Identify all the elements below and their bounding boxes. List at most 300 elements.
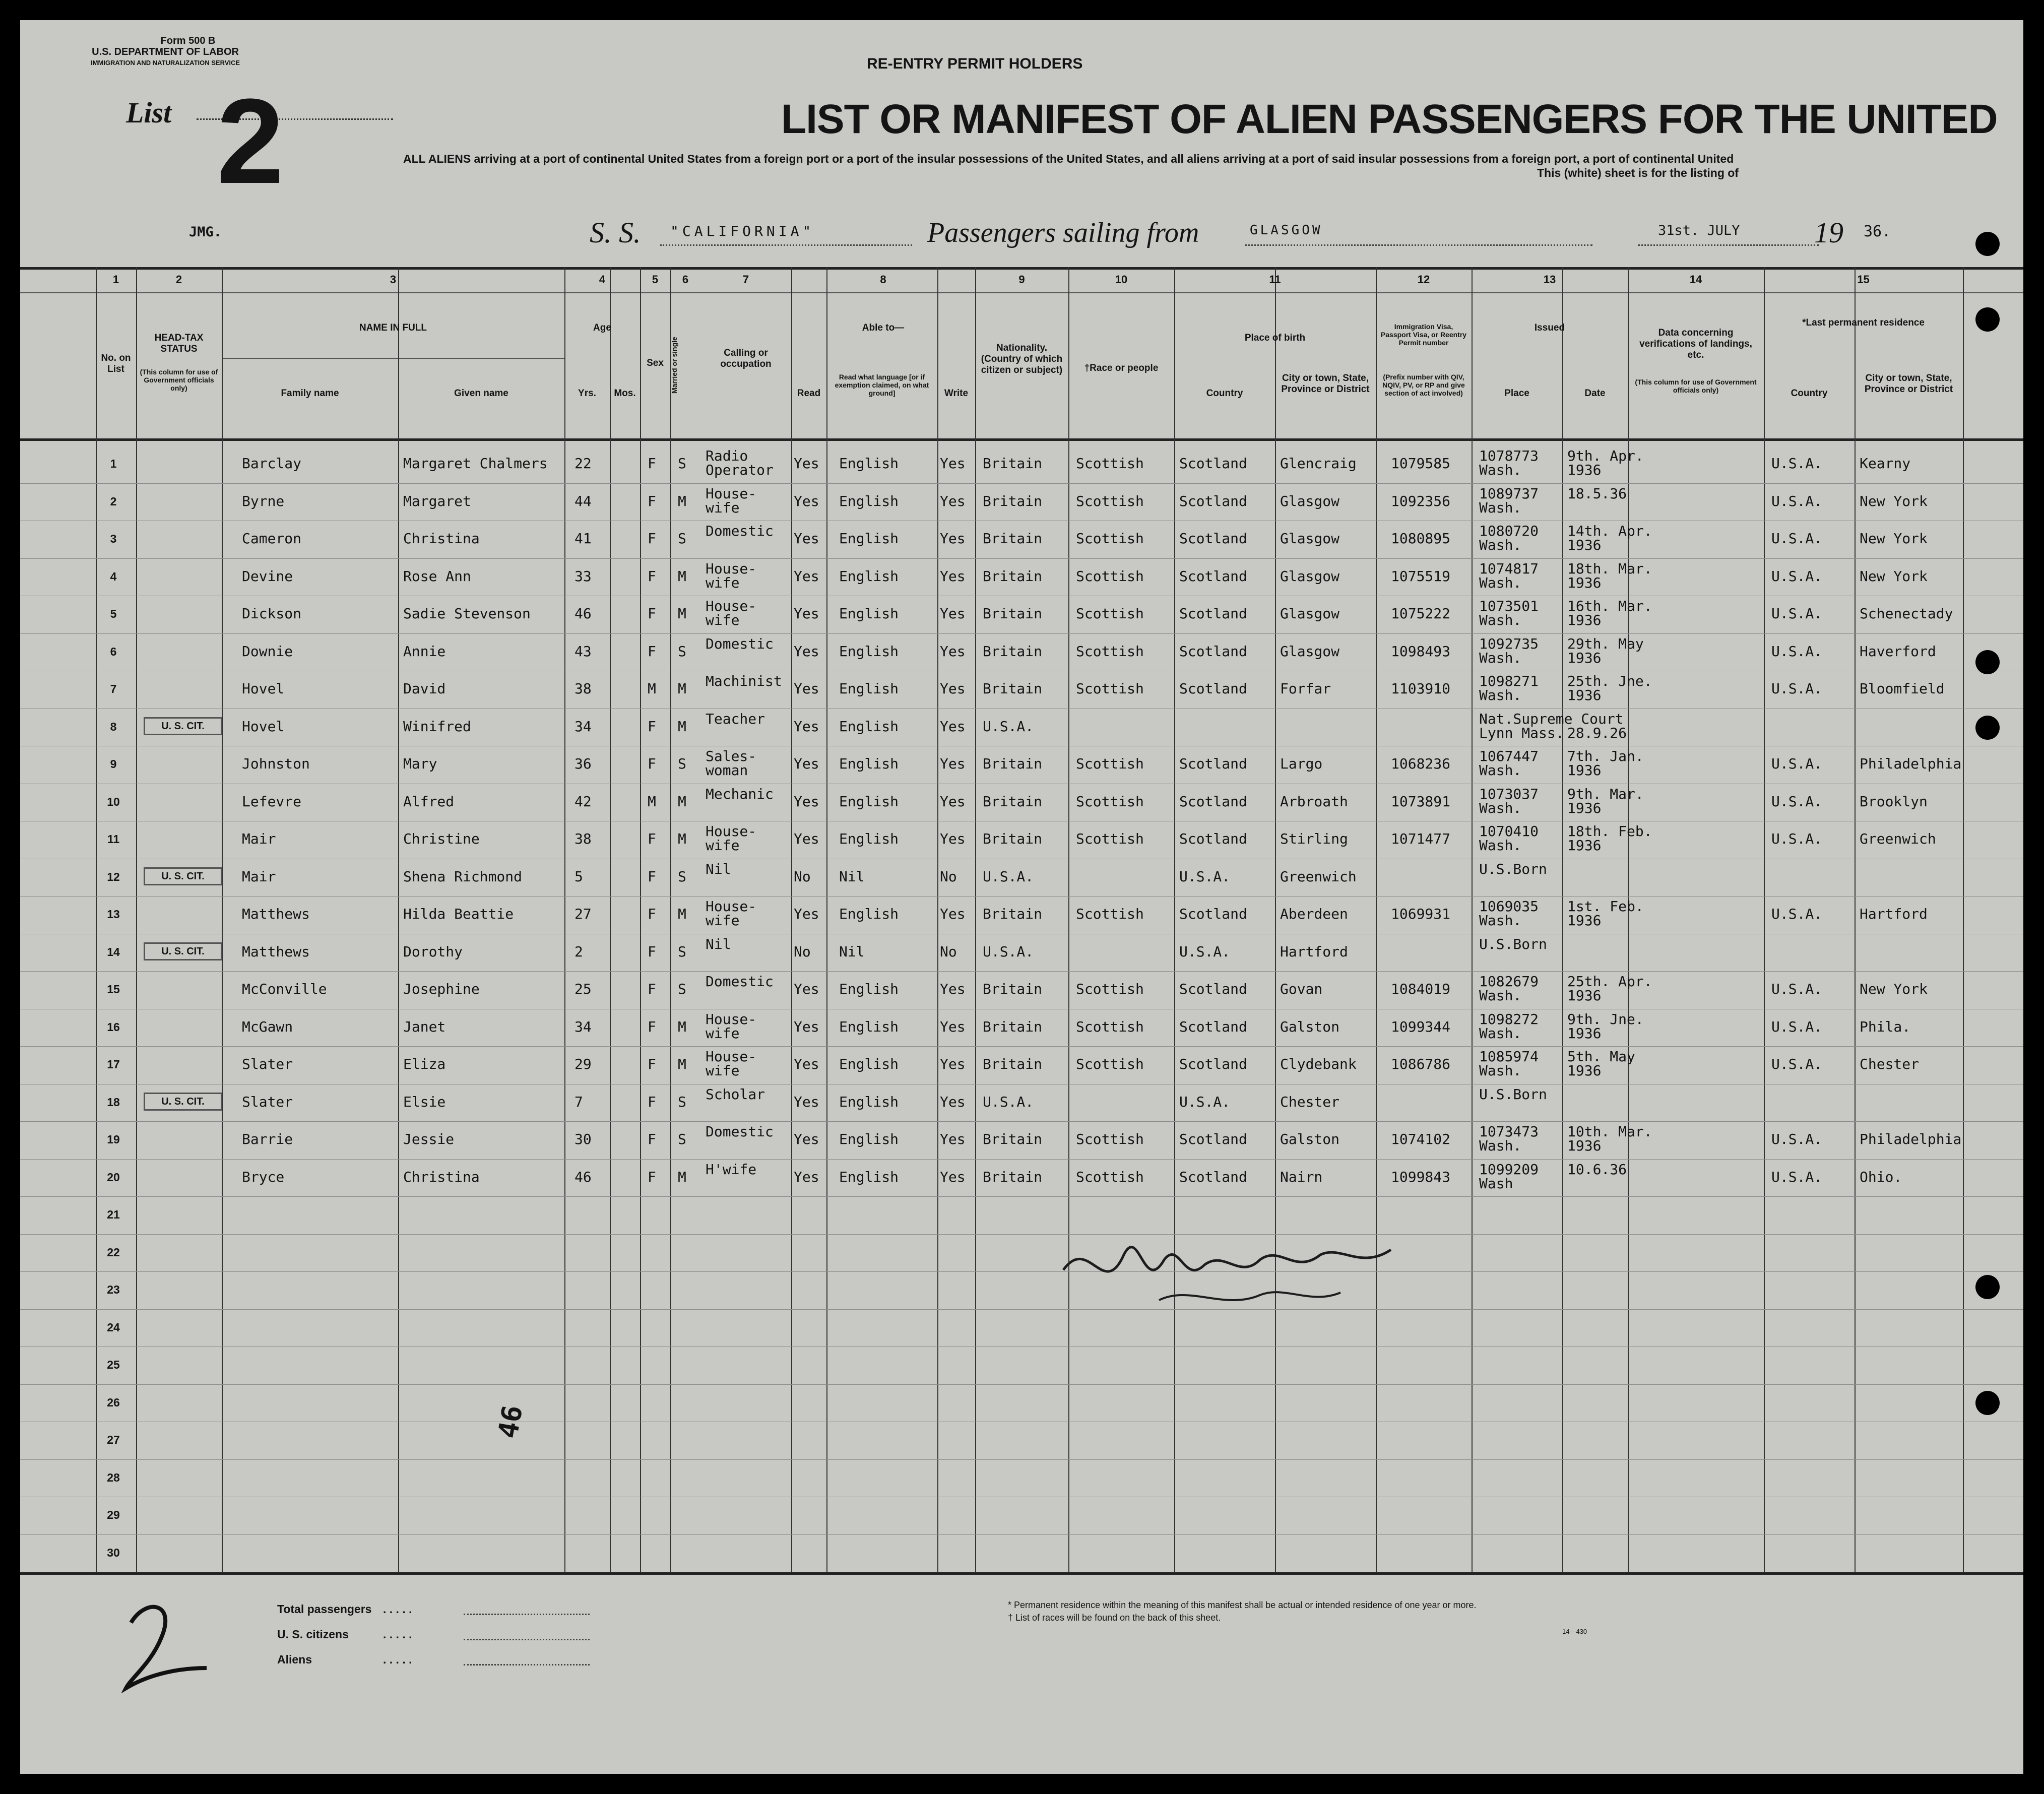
header-res-city: City or town, State, Province or District — [1864, 373, 1953, 395]
table-row — [20, 1084, 2023, 1122]
cell-issued-date: 25th. Apr. 1936 — [1567, 973, 1652, 1004]
header-head-tax-note: (This column for use of Government officials only) — [140, 368, 218, 392]
cell-ms: S — [678, 755, 686, 772]
cell-issued-place: 1073037 Wash. — [1479, 785, 1539, 816]
cell-res-country: U.S.A. — [1771, 1056, 1823, 1072]
empty-table-row — [20, 1272, 2023, 1309]
cell-nationality: Britain — [983, 755, 1043, 772]
cell-given: Hilda Beattie — [403, 906, 514, 922]
cell-birth-city: Hartford — [1280, 943, 1348, 960]
cell-ms: S — [678, 530, 686, 547]
cell-birth-country: Scotland — [1179, 755, 1247, 772]
row-number: 20 — [107, 1170, 120, 1184]
cell-birth-country: Scotland — [1179, 1018, 1247, 1035]
cell-family: Slater — [242, 1093, 293, 1110]
header-place-of-birth: Place of birth — [1244, 333, 1306, 343]
cell-write: Yes — [940, 718, 966, 735]
cell-visa: 1074102 — [1391, 1131, 1451, 1147]
colnum-3: 3 — [390, 273, 397, 286]
cell-family: Johnston — [242, 755, 310, 772]
header-head-tax: HEAD-TAX STATUS — [154, 333, 204, 354]
manifest-subtitle-sheet: This (white) sheet is for the listing of — [1537, 166, 1739, 179]
cell-birth-country: Scotland — [1179, 1056, 1247, 1072]
header-issued: Issued — [1534, 323, 1565, 333]
header-no-on-list: No. on List — [101, 353, 131, 374]
cell-visa: 1084019 — [1391, 981, 1451, 997]
cell-lang: English — [839, 643, 899, 660]
row-number: 18 — [107, 1095, 120, 1109]
cell-res-city: Phila. — [1860, 1018, 1911, 1035]
reentry-heading: RE-ENTRY PERMIT HOLDERS — [867, 55, 1083, 72]
cell-issued-place: U.S.Born — [1479, 860, 1547, 877]
colnum-5: 5 — [652, 273, 659, 286]
table-row — [20, 746, 2023, 784]
cell-given: Rose Ann — [403, 567, 471, 585]
row-number: 25 — [107, 1358, 120, 1371]
cell-yrs: 34 — [574, 1018, 592, 1035]
cell-sex: F — [648, 567, 656, 585]
cell-nationality: Britain — [983, 605, 1043, 622]
row-number: 2 — [110, 494, 117, 508]
colnum-divider — [20, 292, 2023, 293]
cell-read: Yes — [794, 643, 819, 660]
cell-birth-country: Scotland — [1179, 643, 1247, 660]
cell-lang: English — [839, 1168, 899, 1185]
cell-yrs: 29 — [574, 1056, 592, 1072]
cell-sex: M — [648, 793, 656, 810]
cell-issued-place: U.S.Born — [1479, 935, 1547, 952]
cell-lang: English — [839, 793, 899, 810]
header-able-to: Able to— — [862, 323, 905, 333]
cell-sex: F — [648, 755, 656, 772]
cell-given: Annie — [403, 643, 446, 660]
form-number: Form 500 B — [160, 35, 216, 46]
cell-issued-date: 10.6.36 — [1567, 1161, 1627, 1178]
colnum-12: 12 — [1417, 273, 1430, 286]
table-row — [20, 1047, 2023, 1084]
cell-read: No — [794, 943, 811, 960]
cell-family: McConville — [242, 981, 327, 997]
cell-occupation: House- wife — [706, 560, 757, 591]
cell-issued-place: 1089737 Wash. — [1479, 485, 1539, 516]
table-row — [20, 972, 2023, 1009]
cell-visa: 1098493 — [1391, 643, 1451, 660]
header-mos: Mos. — [614, 388, 636, 399]
cell-birth-city: Arbroath — [1280, 793, 1348, 810]
cell-issued-date: 25th. Jne. 1936 — [1567, 673, 1652, 703]
cell-lang: English — [839, 718, 899, 735]
colnum-1: 1 — [112, 273, 119, 286]
cell-lang: English — [839, 492, 899, 509]
cell-race: Scottish — [1076, 455, 1144, 472]
header-landings-note: (This column for use of Government officials only) — [1635, 378, 1757, 394]
header-read: Read — [797, 388, 821, 399]
cell-ms: M — [678, 567, 686, 585]
cell-nationality: U.S.A. — [983, 1093, 1034, 1110]
cell-yrs: 33 — [574, 567, 592, 585]
cell-nationality: Britain — [983, 906, 1043, 922]
table-bottom-border — [20, 1572, 2023, 1575]
cell-write: Yes — [940, 755, 966, 772]
cell-res-city: Schenectady — [1860, 605, 1953, 622]
footer-form-code: 14—430 — [1562, 1628, 1587, 1635]
cell-birth-country: Scotland — [1179, 680, 1247, 697]
header-residence: *Last permanent residence — [1802, 317, 1925, 328]
colnum-13: 13 — [1543, 273, 1556, 286]
footnote-races: † List of races will be found on the back of this sheet. — [1008, 1613, 1221, 1623]
cell-res-country: U.S.A. — [1771, 643, 1823, 660]
cell-issued-date: 9th. Apr. 1936 — [1567, 447, 1644, 478]
cell-res-country: U.S.A. — [1771, 680, 1823, 697]
manifest-sheet — [20, 20, 2023, 1774]
footer-total-label: Total passengers — [277, 1603, 372, 1616]
cell-nationality: Britain — [983, 455, 1043, 472]
cell-ms: S — [678, 455, 686, 472]
table-row — [20, 559, 2023, 596]
cell-res-city: Ohio. — [1860, 1168, 1902, 1185]
cell-family: Mair — [242, 830, 276, 847]
cell-nationality: Britain — [983, 1056, 1043, 1072]
cell-occupation: House- wife — [706, 598, 757, 628]
cell-yrs: 30 — [574, 1131, 592, 1147]
cell-family: Hovel — [242, 718, 285, 735]
row-number: 23 — [107, 1283, 120, 1296]
cell-yrs: 41 — [574, 530, 592, 547]
row-number: 3 — [110, 532, 117, 545]
row-number: 11 — [107, 832, 120, 846]
cell-birth-city: Glasgow — [1280, 605, 1340, 622]
cell-nationality: Britain — [983, 530, 1043, 547]
cell-birth-country: Scotland — [1179, 455, 1247, 472]
cell-yrs: 36 — [574, 755, 592, 772]
cell-family: Dickson — [242, 605, 302, 622]
cell-lang: English — [839, 906, 899, 922]
cell-visa: 1073891 — [1391, 793, 1451, 810]
colnum-6: 6 — [682, 273, 689, 286]
cell-read: Yes — [794, 567, 819, 585]
header-name-in-full: NAME IN FULL — [359, 323, 427, 333]
cell-race: Scottish — [1076, 492, 1144, 509]
cell-sex: F — [648, 830, 656, 847]
cell-birth-city: Aberdeen — [1280, 906, 1348, 922]
cell-birth-country: Scotland — [1179, 1131, 1247, 1147]
footer-citizens-dots: . . . . . — [383, 1628, 412, 1641]
footer-total-line — [464, 1614, 590, 1615]
cell-yrs: 42 — [574, 793, 592, 810]
cell-write: Yes — [940, 680, 966, 697]
table-row — [20, 709, 2023, 746]
cell-birth-country: Scotland — [1179, 492, 1247, 509]
cell-ms: M — [678, 906, 686, 922]
cell-res-country: U.S.A. — [1771, 455, 1823, 472]
ship-name: "CALIFORNIA" — [670, 223, 815, 239]
header-birth-country: Country — [1206, 388, 1243, 399]
cell-birth-city: Chester — [1280, 1093, 1340, 1110]
cell-issued-date: 16th. Mar. 1936 — [1567, 598, 1652, 628]
list-number: 2 — [217, 74, 284, 209]
row-number: 16 — [107, 1020, 120, 1034]
cell-birth-city: Galston — [1280, 1018, 1340, 1035]
footnote-residence: * Permanent residence within the meaning of this manifest shall be actual or intended residence of one year or more. — [1008, 1600, 1477, 1610]
cell-sex: F — [648, 455, 656, 472]
cell-res-country: U.S.A. — [1771, 793, 1823, 810]
cell-family: Barrie — [242, 1131, 293, 1147]
cell-read: No — [794, 868, 811, 885]
manifest-subtitle: ALL ALIENS arriving at a port of continental United States from a foreign port or a port of the insular possessions of the United States, and all aliens arriving at a port of said insular possessions from a foreign port, a port of continental United — [403, 152, 1734, 165]
cell-occupation: House- wife — [706, 485, 757, 516]
cell-yrs: 46 — [574, 1168, 592, 1185]
cell-yrs: 44 — [574, 492, 592, 509]
row-number: 4 — [110, 569, 117, 583]
manifest-title: LIST OR MANIFEST OF ALIEN PASSENGERS FOR THE UNITED — [781, 96, 1998, 142]
row-number: 8 — [110, 720, 117, 733]
cell-ms: M — [678, 718, 686, 735]
cell-family: Slater — [242, 1056, 293, 1072]
cell-res-city: Brooklyn — [1860, 793, 1928, 810]
cell-issued-place: 1078773 Wash. — [1479, 447, 1539, 478]
cell-write: Yes — [940, 1018, 966, 1035]
cell-given: Shena Richmond — [403, 868, 523, 885]
cell-nationality: Britain — [983, 1018, 1043, 1035]
cell-family: Byrne — [242, 492, 285, 509]
row-number: 6 — [110, 645, 117, 658]
cell-lang: English — [839, 680, 899, 697]
cell-read: Yes — [794, 455, 819, 472]
cell-res-country: U.S.A. — [1771, 830, 1823, 847]
header-landings: Data concerning verifications of landings, etc. — [1639, 328, 1752, 360]
cell-read: Yes — [794, 755, 819, 772]
header-bottom-border — [20, 438, 2023, 441]
cell-nationality: Britain — [983, 793, 1043, 810]
footer-aliens-line — [464, 1664, 590, 1665]
table-row — [20, 896, 2023, 934]
empty-table-row — [20, 1347, 2023, 1384]
table-row — [20, 859, 2023, 896]
cell-issued-place: 1069035 Wash. — [1479, 898, 1539, 929]
cell-visa: 1075222 — [1391, 605, 1451, 622]
cell-birth-city: Forfar — [1280, 680, 1331, 697]
cell-issued-date: 9th. Mar. 1936 — [1567, 785, 1644, 816]
cell-read: Yes — [794, 1168, 819, 1185]
colnum-9: 9 — [1018, 273, 1025, 286]
empty-table-row — [20, 1385, 2023, 1422]
row-number: 13 — [107, 908, 120, 921]
table-row — [20, 1122, 2023, 1159]
cell-race: Scottish — [1076, 793, 1144, 810]
cell-res-country: U.S.A. — [1771, 906, 1823, 922]
cell-ms: M — [678, 1056, 686, 1072]
row-number: 12 — [107, 870, 120, 883]
cell-res-country: U.S.A. — [1771, 755, 1823, 772]
cell-res-country: U.S.A. — [1771, 1131, 1823, 1147]
cell-issued-date: 9th. Jne. 1936 — [1567, 1010, 1644, 1042]
cell-write: Yes — [940, 906, 966, 922]
cell-occupation: Nil — [706, 935, 731, 952]
table-row — [20, 784, 2023, 821]
cell-occupation: H'wife — [706, 1161, 757, 1178]
departure-date: 31st. JULY — [1658, 223, 1740, 238]
row-number: 17 — [107, 1058, 120, 1071]
cell-family: Mair — [242, 868, 276, 885]
row-number: 1 — [110, 457, 117, 470]
cell-nationality: Britain — [983, 680, 1043, 697]
row-number: 24 — [107, 1320, 120, 1334]
cell-yrs: 34 — [574, 718, 592, 735]
cell-family: Downie — [242, 643, 293, 660]
cell-write: Yes — [940, 530, 966, 547]
header-age: Age — [593, 323, 611, 333]
cell-read: Yes — [794, 492, 819, 509]
colnum-10: 10 — [1115, 273, 1128, 286]
table-row — [20, 1009, 2023, 1047]
ship-line — [660, 244, 912, 246]
cell-given: Margaret — [403, 492, 471, 509]
sailing-label: Passengers sailing from — [927, 217, 1199, 248]
cell-birth-city: Glasgow — [1280, 643, 1340, 660]
cell-visa: 1099344 — [1391, 1018, 1451, 1035]
footer-citizens-label: U. S. citizens — [277, 1628, 349, 1641]
cell-write: Yes — [940, 605, 966, 622]
cell-birth-city: Glencraig — [1280, 455, 1357, 472]
departure-port: GLASGOW — [1250, 223, 1323, 238]
row-number: 19 — [107, 1133, 120, 1146]
table-row — [20, 596, 2023, 633]
cell-race: Scottish — [1076, 1056, 1144, 1072]
cell-res-city: Greenwich — [1860, 830, 1936, 847]
empty-table-row — [20, 1497, 2023, 1534]
cell-birth-country: Scotland — [1179, 605, 1247, 622]
cell-occupation: Domestic — [706, 1123, 774, 1140]
cell-read: Yes — [794, 530, 819, 547]
cell-read: Yes — [794, 1131, 819, 1147]
year-suffix: 36. — [1864, 223, 1891, 240]
cell-ms: M — [678, 605, 686, 622]
cell-birth-city: Galston — [1280, 1131, 1340, 1147]
cell-race: Scottish — [1076, 981, 1144, 997]
cell-family: McGawn — [242, 1018, 293, 1035]
header-given-name: Given name — [454, 388, 508, 399]
list-label: List — [126, 96, 172, 129]
cell-ms: M — [678, 1018, 686, 1035]
cell-issued-date: 18.5.36 — [1567, 485, 1627, 502]
cell-write: Yes — [940, 643, 966, 660]
date-line — [1638, 244, 1819, 246]
cell-lang: English — [839, 605, 899, 622]
cell-given: Elsie — [403, 1093, 446, 1110]
cell-birth-country: U.S.A. — [1179, 1093, 1231, 1110]
header-read-language: Read what language [or if exemption claimed, on what ground] — [835, 373, 929, 397]
header-married: Married or single — [670, 337, 678, 394]
cell-issued-date: 10th. Mar. 1936 — [1567, 1123, 1652, 1154]
row-number: 30 — [107, 1546, 120, 1559]
cell-birth-city: Nairn — [1280, 1168, 1323, 1185]
cell-yrs: 7 — [574, 1093, 583, 1110]
cell-nationality: U.S.A. — [983, 868, 1034, 885]
footer-handwritten-mark — [111, 1592, 212, 1695]
cell-issued-place: 1073501 Wash. — [1479, 598, 1539, 628]
cell-yrs: 38 — [574, 830, 592, 847]
cell-yrs: 5 — [574, 868, 583, 885]
header-res-country: Country — [1791, 388, 1828, 399]
cell-visa: 1079585 — [1391, 455, 1451, 472]
cell-nationality: U.S.A. — [983, 943, 1034, 960]
cell-birth-city: Largo — [1280, 755, 1323, 772]
cell-write: Yes — [940, 1056, 966, 1072]
cell-nationality: Britain — [983, 492, 1043, 509]
row-number: 14 — [107, 945, 120, 958]
cell-lang: English — [839, 1018, 899, 1035]
cell-ms: M — [678, 793, 686, 810]
cell-birth-city: Glasgow — [1280, 530, 1340, 547]
cell-occupation: House- wife — [706, 1048, 757, 1079]
cell-lang: English — [839, 1093, 899, 1110]
row-number: 9 — [110, 757, 117, 771]
cell-issued-place: U.S.Born — [1479, 1085, 1547, 1103]
service-name: IMMIGRATION AND NATURALIZATION SERVICE — [91, 59, 240, 67]
cell-read: Yes — [794, 793, 819, 810]
cell-birth-country: Scotland — [1179, 793, 1247, 810]
cell-read: Yes — [794, 1056, 819, 1072]
cell-given: Christina — [403, 530, 480, 547]
cell-occupation: Sales- woman — [706, 748, 757, 779]
cell-issued-date: 1st. Feb. 1936 — [1567, 898, 1644, 929]
cell-birth-country: Scotland — [1179, 567, 1247, 585]
cell-occupation: Scholar — [706, 1085, 765, 1103]
cell-issued-date: 18th. Mar. 1936 — [1567, 560, 1652, 591]
form-dept-block — [91, 35, 240, 69]
cell-sex: F — [648, 530, 656, 547]
cell-ms: S — [678, 868, 686, 885]
cell-lang: English — [839, 1056, 899, 1072]
cell-race: Scottish — [1076, 605, 1144, 622]
cell-read: Yes — [794, 981, 819, 997]
department-name: U.S. DEPARTMENT OF LABOR — [92, 46, 239, 57]
cell-sex: F — [648, 1093, 656, 1110]
cell-occupation: Radio Operator — [706, 447, 774, 478]
cell-write: Yes — [940, 1093, 966, 1110]
cell-yrs: 25 — [574, 981, 592, 997]
cell-res-country: U.S.A. — [1771, 530, 1823, 547]
cell-given: Dorothy — [403, 943, 463, 960]
cell-read: Yes — [794, 830, 819, 847]
empty-table-row — [20, 1422, 2023, 1459]
punch-hole — [1975, 232, 2000, 256]
footer-aliens-dots: . . . . . — [383, 1653, 412, 1666]
row-number: 26 — [107, 1395, 120, 1409]
cell-ms: M — [678, 680, 686, 697]
cell-res-country: U.S.A. — [1771, 492, 1823, 509]
footer-citizens-line — [464, 1639, 590, 1640]
cell-res-city: New York — [1860, 530, 1928, 547]
header-visa: Immigration Visa, Passport Visa, or Reentry Permit number — [1380, 323, 1467, 347]
cell-read: Yes — [794, 718, 819, 735]
header-issued-place: Place — [1504, 388, 1529, 399]
colnum-11: 11 — [1269, 273, 1281, 286]
cell-res-city: Philadelphia — [1860, 755, 1962, 772]
cell-read: Yes — [794, 1018, 819, 1035]
cell-res-country: U.S.A. — [1771, 981, 1823, 997]
cell-race: Scottish — [1076, 755, 1144, 772]
cell-visa: 1099843 — [1391, 1168, 1451, 1185]
cell-issued-date: 7th. Jan. 1936 — [1567, 748, 1644, 779]
cell-yrs: 27 — [574, 906, 592, 922]
cell-visa: 1080895 — [1391, 530, 1451, 547]
cell-given: Mary — [403, 755, 437, 772]
cell-sex: F — [648, 981, 656, 997]
cell-issued-date: 18th. Feb. 1936 — [1567, 823, 1652, 854]
cell-ms: M — [678, 830, 686, 847]
cell-race: Scottish — [1076, 530, 1144, 547]
